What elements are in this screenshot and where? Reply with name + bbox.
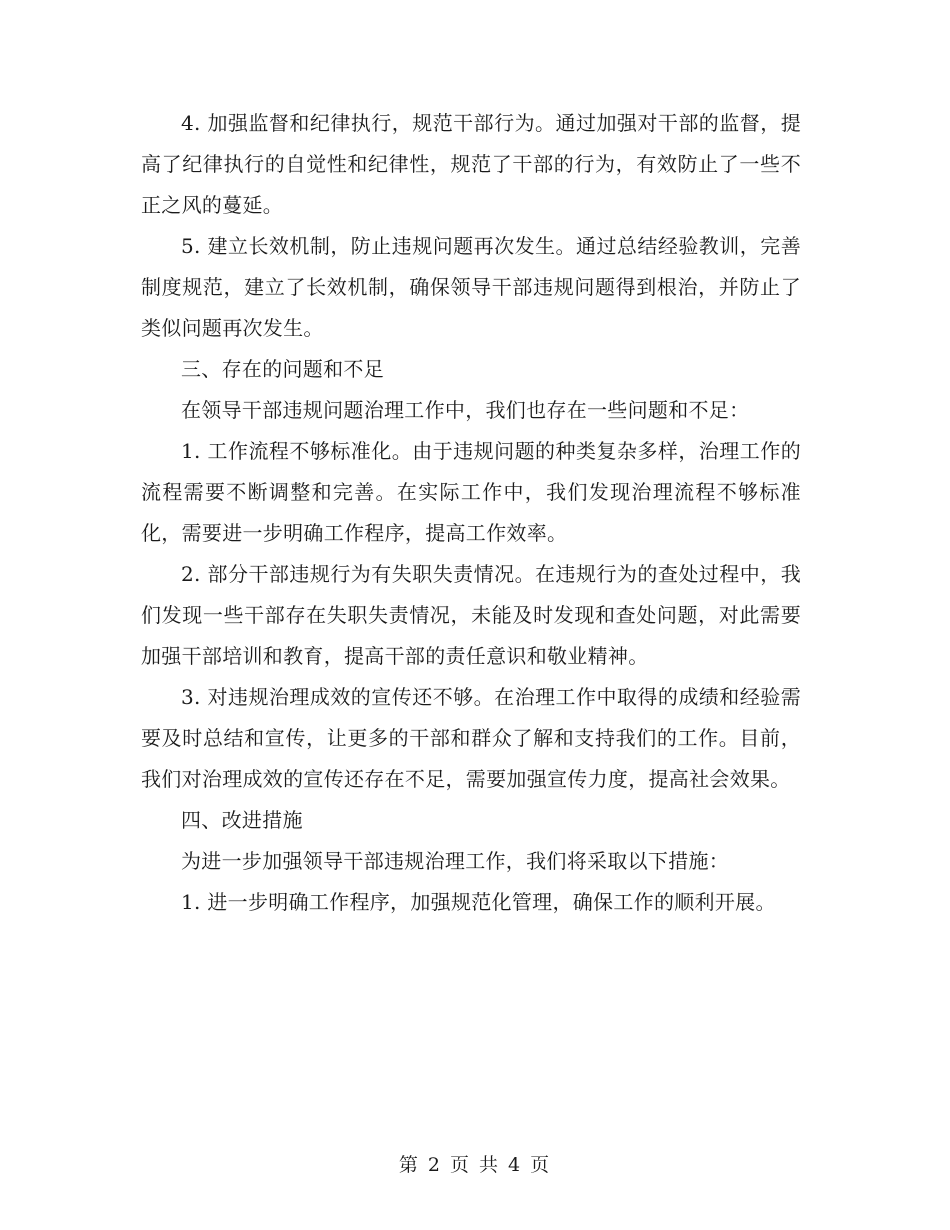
paragraph-item-5-long-term-mechanism: 5. 建立长效机制，防止违规问题再次发生。通过总结经验教训，完善制度规范，建立了长效机制，确保领导干部违规问题得到根治，并防止了类似问题再次发生。 <box>141 234 801 340</box>
section-heading-problems: 三、存在的问题和不足 <box>181 357 384 381</box>
page-number-label: 第 2 页 共 4 页 <box>398 1154 552 1176</box>
paragraph-problems-intro: 在领导干部违规问题治理工作中，我们也存在一些问题和不足： <box>181 398 750 422</box>
paragraph-problem-2: 2. 部分干部违规行为有失职失责情况。在违规行为的查处过程中，我们发现一些干部存在失职失责情况，未能及时发现和查处问题，对此需要加强干部培训和教育，提高干部的责任意识和敬业精神。 <box>141 562 801 668</box>
section-heading-improvements: 四、改进措施 <box>181 808 303 832</box>
paragraph-problem-1: 1. 工作流程不够标准化。由于违规问题的种类复杂多样，治理工作的流程需要不断调整和完善。在实际工作中，我们发现治理流程不够标准化，需要进一步明确工作程序，提高工作效率。 <box>141 439 801 545</box>
paragraph-improvement-1: 1. 进一步明确工作程序，加强规范化管理，确保工作的顺利开展。 <box>181 890 776 914</box>
paragraph-item-4-supervision: 4. 加强监督和纪律执行，规范干部行为。通过加强对干部的监督，提高了纪律执行的自觉性和纪律性，规范了干部的行为，有效防止了一些不正之风的蔓延。 <box>141 111 801 217</box>
paragraph-improvements-intro: 为进一步加强领导干部违规治理工作，我们将采取以下措施： <box>181 849 730 873</box>
paragraph-problem-3: 3. 对违规治理成效的宣传还不够。在治理工作中取得的成绩和经验需要及时总结和宣传，让更多的干部和群众了解和支持我们的工作。目前，我们对治理成效的宣传还存在不足，需要加强宣传力度，提高社会效果。 <box>141 685 801 791</box>
page-footer <box>0 1150 950 1177</box>
document-body <box>141 103 801 923</box>
